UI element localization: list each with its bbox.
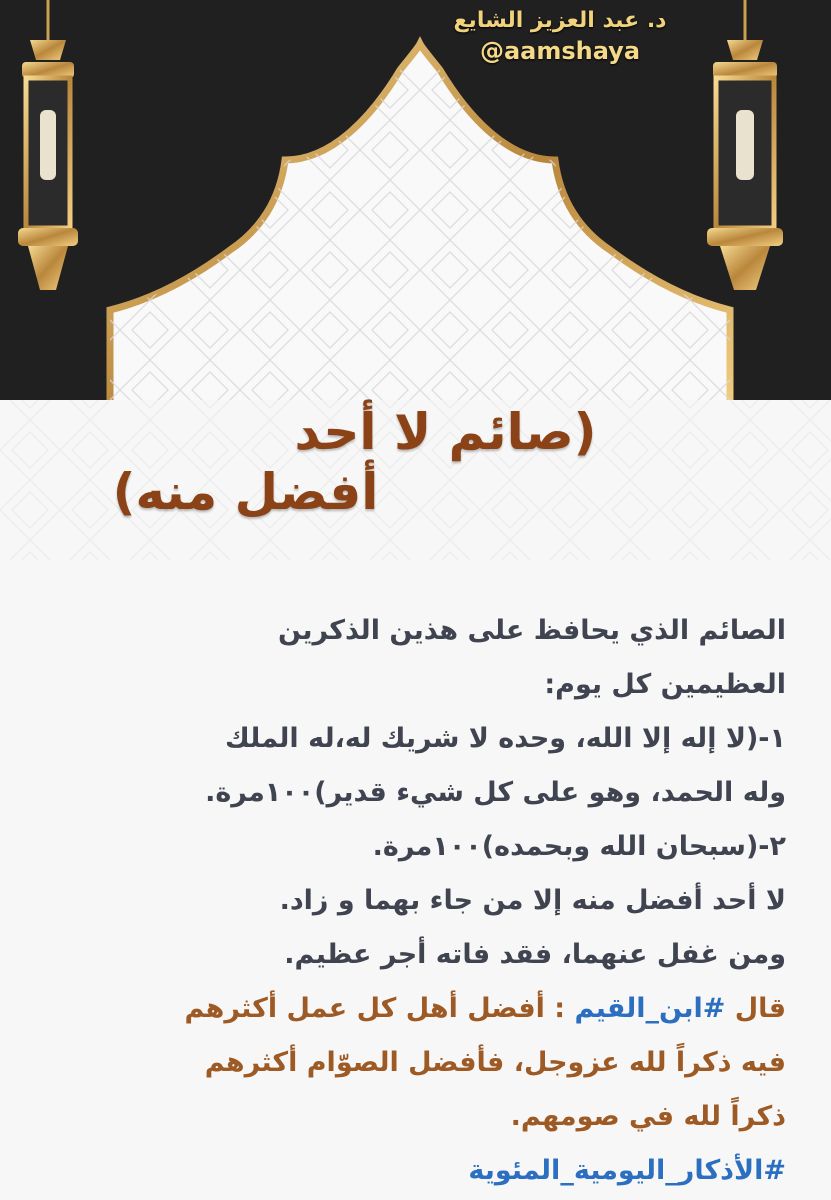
body-line: ١-(لا إله إلا الله، وحده لا شريك له،له الملك <box>225 723 786 754</box>
body-line: العظيمين كل يوم: <box>544 669 786 700</box>
body-line: لا أحد أفضل منه إلا من جاء بهما و زاد. <box>279 885 786 916</box>
title-line-1: (صائم لا أحد <box>294 403 597 461</box>
title-line-2: أفضل منه) <box>112 463 379 521</box>
quote-hashtag-link[interactable]: #ابن_القيم <box>574 993 726 1024</box>
quote-line-3: ذكراً لله في صومهم. <box>510 1101 786 1132</box>
body-line: الصائم الذي يحافظ على هذين الذكرين <box>278 615 786 646</box>
quote-prefix: قال <box>734 993 786 1024</box>
body-line: ٢-(سبحان الله وبحمده)١٠٠مرة. <box>372 831 786 862</box>
body-line: ومن غفل عنهما، فقد فاته أجر عظيم. <box>284 939 786 970</box>
body-text <box>30 604 786 1198</box>
author-handle: @aamshaya <box>479 37 641 65</box>
quote-line-1 <box>30 982 786 1036</box>
author-block <box>440 6 680 66</box>
quote-text: : أفضل أهل كل عمل أكثرهم <box>184 993 566 1024</box>
quote-line-2: فيه ذكراً لله عزوجل، فأفضل الصوّام أكثرهم <box>204 1047 786 1078</box>
footer-hashtag-link[interactable]: #الأذكار_اليومية_المئوية <box>468 1155 786 1186</box>
author-name: د. عبد العزيز الشايع <box>453 8 667 33</box>
body-line: وله الحمد، وهو على كل شيء قدير)١٠٠مرة. <box>205 777 786 808</box>
